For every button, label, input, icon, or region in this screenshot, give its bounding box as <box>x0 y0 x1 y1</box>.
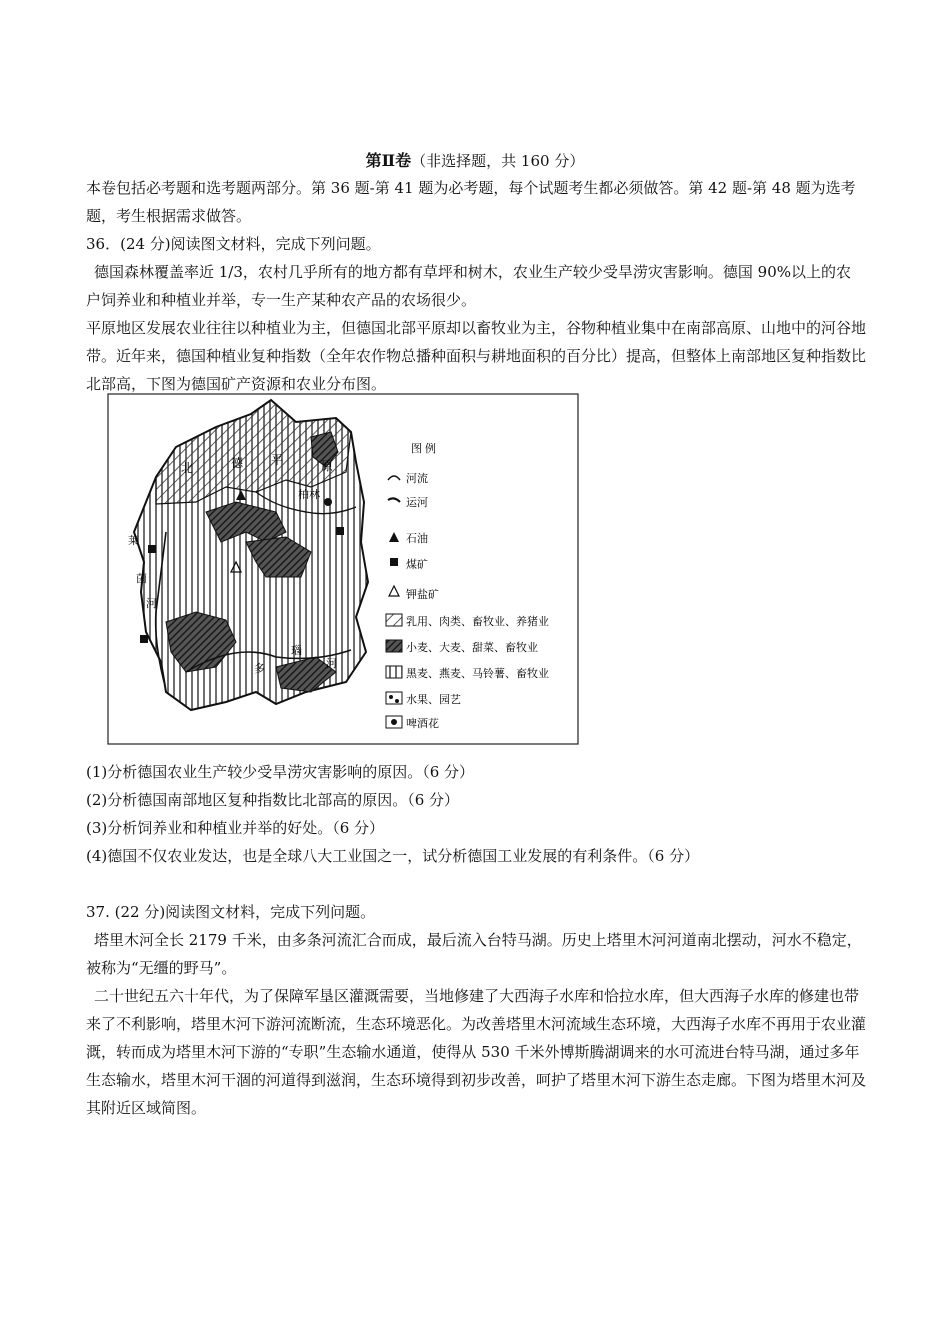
map-label: 原 <box>321 459 334 473</box>
legend-item: 乳用、肉类、畜牧业、养猪业 <box>406 616 549 628</box>
q36-para2: 平原地区发展农业往往以种植业为主，但德国北部平原却以畜牧业为主，谷物种植业集中在南部高原、山地中的河谷地带。近年来，德国种植业复种指数（全年农作物总播种面积与耕地面积的百分比）提高，但整体上南部地区复种指数比北部高，下图为德国矿产资源和农业分布图。 <box>86 319 867 393</box>
legend-item: 河流 <box>406 473 428 485</box>
section-intro: 本卷包括必考题和选考题两部分。第 36 题-第 41 题为必考题，每个试题考生都必须做答。第 42 题-第 48 题为选考题，考生根据需求做答。 <box>86 179 856 225</box>
section-title <box>0 148 950 171</box>
germany-map <box>106 392 586 748</box>
legend-title: 图 例 <box>411 443 437 455</box>
q37-para2: 二十世纪五六十年代，为了保障军垦区灌溉需要，当地修建了大西海子水库和恰拉水库，但大西海子水库的修建也带来了不利影响，塔里木河下游河流断流，生态环境恶化。为改善塔里木河流域生态环境，大西海子水库不再用于农业灌溉，转而成为塔里木河下游的“专职”生态输水通道，使得从 530 千米外博斯腾湖调来的水可流进台特马湖，通过多年生态输水，塔里木河干涸的河道得到滋润，生态环境得到初步改善，呵护了塔里木河下游生态走廊。下图为塔里木河及其附近区域简图。 <box>86 987 867 1117</box>
q37-para1: 塔里木河全长 2179 千米，由多条河流汇合而成，最后流入台特马湖。历史上塔里木河河道南北摆动，河水不稳定，被称为“无缰的野马”。 <box>86 931 862 977</box>
q36-question-1: (1)分析德国农业生产较少受旱涝灾害影响的原因。（6 分） <box>86 763 475 781</box>
map-label: 平 <box>271 453 284 467</box>
map-label: 瑙 <box>291 645 302 657</box>
map-label: 河 <box>326 658 337 670</box>
map-label: 莱 <box>128 535 139 547</box>
legend-item: 煤矿 <box>406 559 428 571</box>
map-label-berlin: 柏林 <box>298 489 320 501</box>
section-title-bold: 第Ⅱ卷 <box>365 151 412 170</box>
legend-item: 钾盐矿 <box>406 589 439 601</box>
q37-heading: 37. (22 分)阅读图文材料，完成下列问题。 <box>86 903 376 921</box>
map-label: 北 <box>181 461 194 475</box>
q36-question-4: (4)德国不仅农业发达，也是全球八大工业国之一，试分析德国工业发展的有利条件。（6 分） <box>86 847 700 865</box>
map-legend <box>386 441 549 730</box>
map-label: 河 <box>146 598 157 610</box>
q36-question-2: (2)分析德国南部地区复种指数比北部高的原因。（6 分） <box>86 791 460 809</box>
map-label: 德 <box>231 456 244 470</box>
map-label: 茵 <box>136 573 147 585</box>
section-title-rest: （非选择题，共 160 分） <box>411 152 585 170</box>
legend-item: 水果、园艺 <box>406 694 461 706</box>
germany-map-figure <box>106 392 586 748</box>
legend-item: 运河 <box>406 497 428 509</box>
legend-item: 小麦、大麦、甜菜、畜牧业 <box>406 642 538 654</box>
legend-item: 石油 <box>406 533 428 545</box>
map-label: 多 <box>254 663 265 675</box>
q36-para1: 德国森林覆盖率近 1/3，农村几乎所有的地方都有草坪和树木，农业生产较少受旱涝灾害影响。德国 90%以上的农户饲养业和种植业并举，专一生产某种农产品的农场很少。 <box>86 263 852 309</box>
q36-heading: 36．(24 分)阅读图文材料，完成下列问题。 <box>86 235 381 253</box>
q36-question-3: (3)分析饲养业和种植业并举的好处。（6 分） <box>86 819 385 837</box>
legend-item: 黑麦、燕麦、马铃薯、畜牧业 <box>406 668 549 680</box>
legend-item: 啤酒花 <box>406 718 439 730</box>
